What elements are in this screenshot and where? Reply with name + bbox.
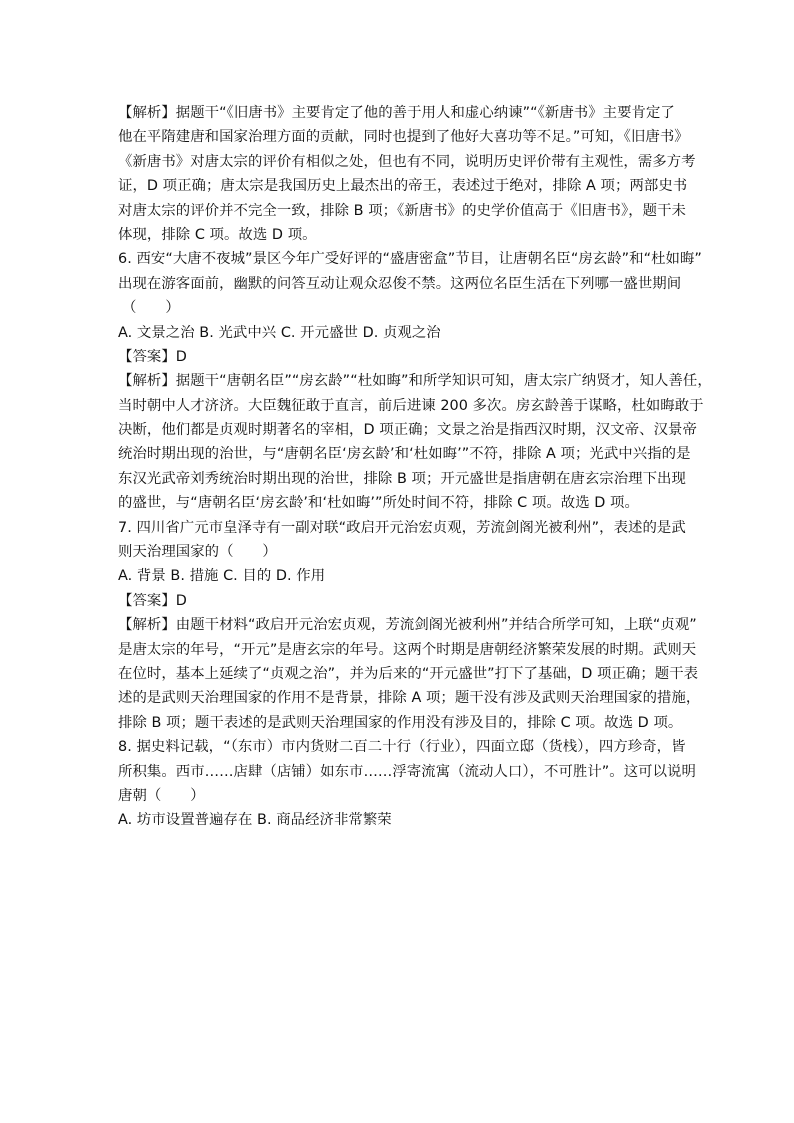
analysis-5-line-4: 证，D 项正确；唐太宗是我国历史上最杰出的帝王，表述过于绝对，排除 A 项；两部史书 <box>118 178 688 195</box>
analysis-6-line-1: 【解析】据题干“唐朝名臣”“房玄龄”“杜如晦”和所学知识可知，唐太宗广纳贤才，知人善任， <box>118 373 712 390</box>
question-7-options: A. 背景 B. 措施 C. 目的 D. 作用 <box>118 568 326 585</box>
question-8-options: A. 坊市设置普遍存在 B. 商品经济非常繁荣 <box>118 812 392 829</box>
document-body <box>118 101 712 833</box>
analysis-6-line-3: 决断，他们都是贞观时期著名的宰相，D 项正确；文景之治是指西汉时期，汉文帝、汉景帝 <box>118 422 697 439</box>
question-6-line-1: 6. 西安“大唐不夜城”景区今年广受好评的“盛唐密盒”节目，让唐朝名臣“房玄龄”和“杜如晦” <box>118 251 702 268</box>
question-7-line-2: 则天治理国家的（ ） <box>118 544 277 561</box>
analysis-6-line-6: 的盛世，与“唐朝名臣‘房玄龄’和‘杜如晦’”所处时间不符，排除 C 项。故选 D 项。 <box>118 495 639 512</box>
analysis-6-line-5: 东汉光武帝刘秀统治时期出现的治世，排除 B 项；开元盛世是指唐朝在唐玄宗治理下出现 <box>118 470 686 487</box>
analysis-6-line-2: 当时朝中人才济济。大臣魏征敢于直言，前后进谏 200 多次。房玄龄善于谋略，杜如晦敢于 <box>118 397 704 414</box>
analysis-5-line-3: 《新唐书》对唐太宗的评价有相似之处，但也有不同，说明历史评价带有主观性，需多方考 <box>118 153 696 170</box>
analysis-7-line-3: 在位时，基本上延续了“贞观之治”，并为后来的“开元盛世”打下了基础，D 项正确；题干表 <box>118 665 699 682</box>
analysis-5-line-2: 他在平隋建唐和国家治理方面的贡献，同时也提到了他好大喜功等不足。”可知，《旧唐书》 <box>118 129 689 146</box>
question-8-line-2: 所积集。西市……店肆（店铺）如东市……浮寄流寓（流动人口），不可胜计”。这可以说明 <box>118 763 696 780</box>
question-7-answer: 【答案】D <box>118 592 187 609</box>
question-6-answer: 【答案】D <box>118 348 187 365</box>
analysis-6-line-4: 统治时期出现的治世，与“唐朝名臣‘房玄龄’和‘杜如晦’”不符，排除 A 项；光武中兴指的是 <box>118 446 691 463</box>
analysis-5-line-6: 体现，排除 C 项。故选 D 项。 <box>118 226 317 243</box>
question-8-line-1: 8. 据史料记载，“（东市）市内货财二百二十行（行业），四面立邸（货栈），四方珍奇，皆 <box>118 739 686 756</box>
question-7-line-1: 7. 四川省广元市皇泽寺有一副对联“政启开元治宏贞观，芳流剑阁光被利州”，表述的是武 <box>118 519 686 536</box>
analysis-5-line-5: 对唐太宗的评价并不完全一致，排除 B 项；《新唐书》的史学价值高于《旧唐书》，题干未 <box>118 202 686 219</box>
question-6-line-2: 出现在游客面前，幽默的问答互动让观众忍俊不禁。这两位名臣生活在下列哪一盛世期间 <box>118 275 682 292</box>
analysis-5-line-1: 【解析】据题干“《旧唐书》主要肯定了他的善于用人和虚心纳谏”“《新唐书》主要肯定了 <box>118 105 675 121</box>
analysis-7-line-4: 述的是武则天治理国家的作用不是背景，排除 A 项；题干没有涉及武则天治理国家的措施， <box>118 690 701 707</box>
analysis-7-line-2: 是唐太宗的年号，“开元”是唐玄宗的年号。这两个时期是唐朝经济繁荣发展的时期。武则天 <box>118 641 697 658</box>
analysis-7-line-1: 【解析】由题干材料“政启开元治宏贞观，芳流剑阁光被利州”并结合所学可知，上联“贞观” <box>118 617 697 634</box>
question-6-blank: （ ） <box>122 300 180 317</box>
analysis-7-line-5: 排除 B 项；题干表述的是武则天治理国家的作用没有涉及目的，排除 C 项。故选 D 项。 <box>118 714 683 731</box>
question-6-options: A. 文景之治 B. 光武中兴 C. 开元盛世 D. 贞观之治 <box>118 324 441 341</box>
question-8-line-3: 唐朝（ ） <box>118 787 205 804</box>
